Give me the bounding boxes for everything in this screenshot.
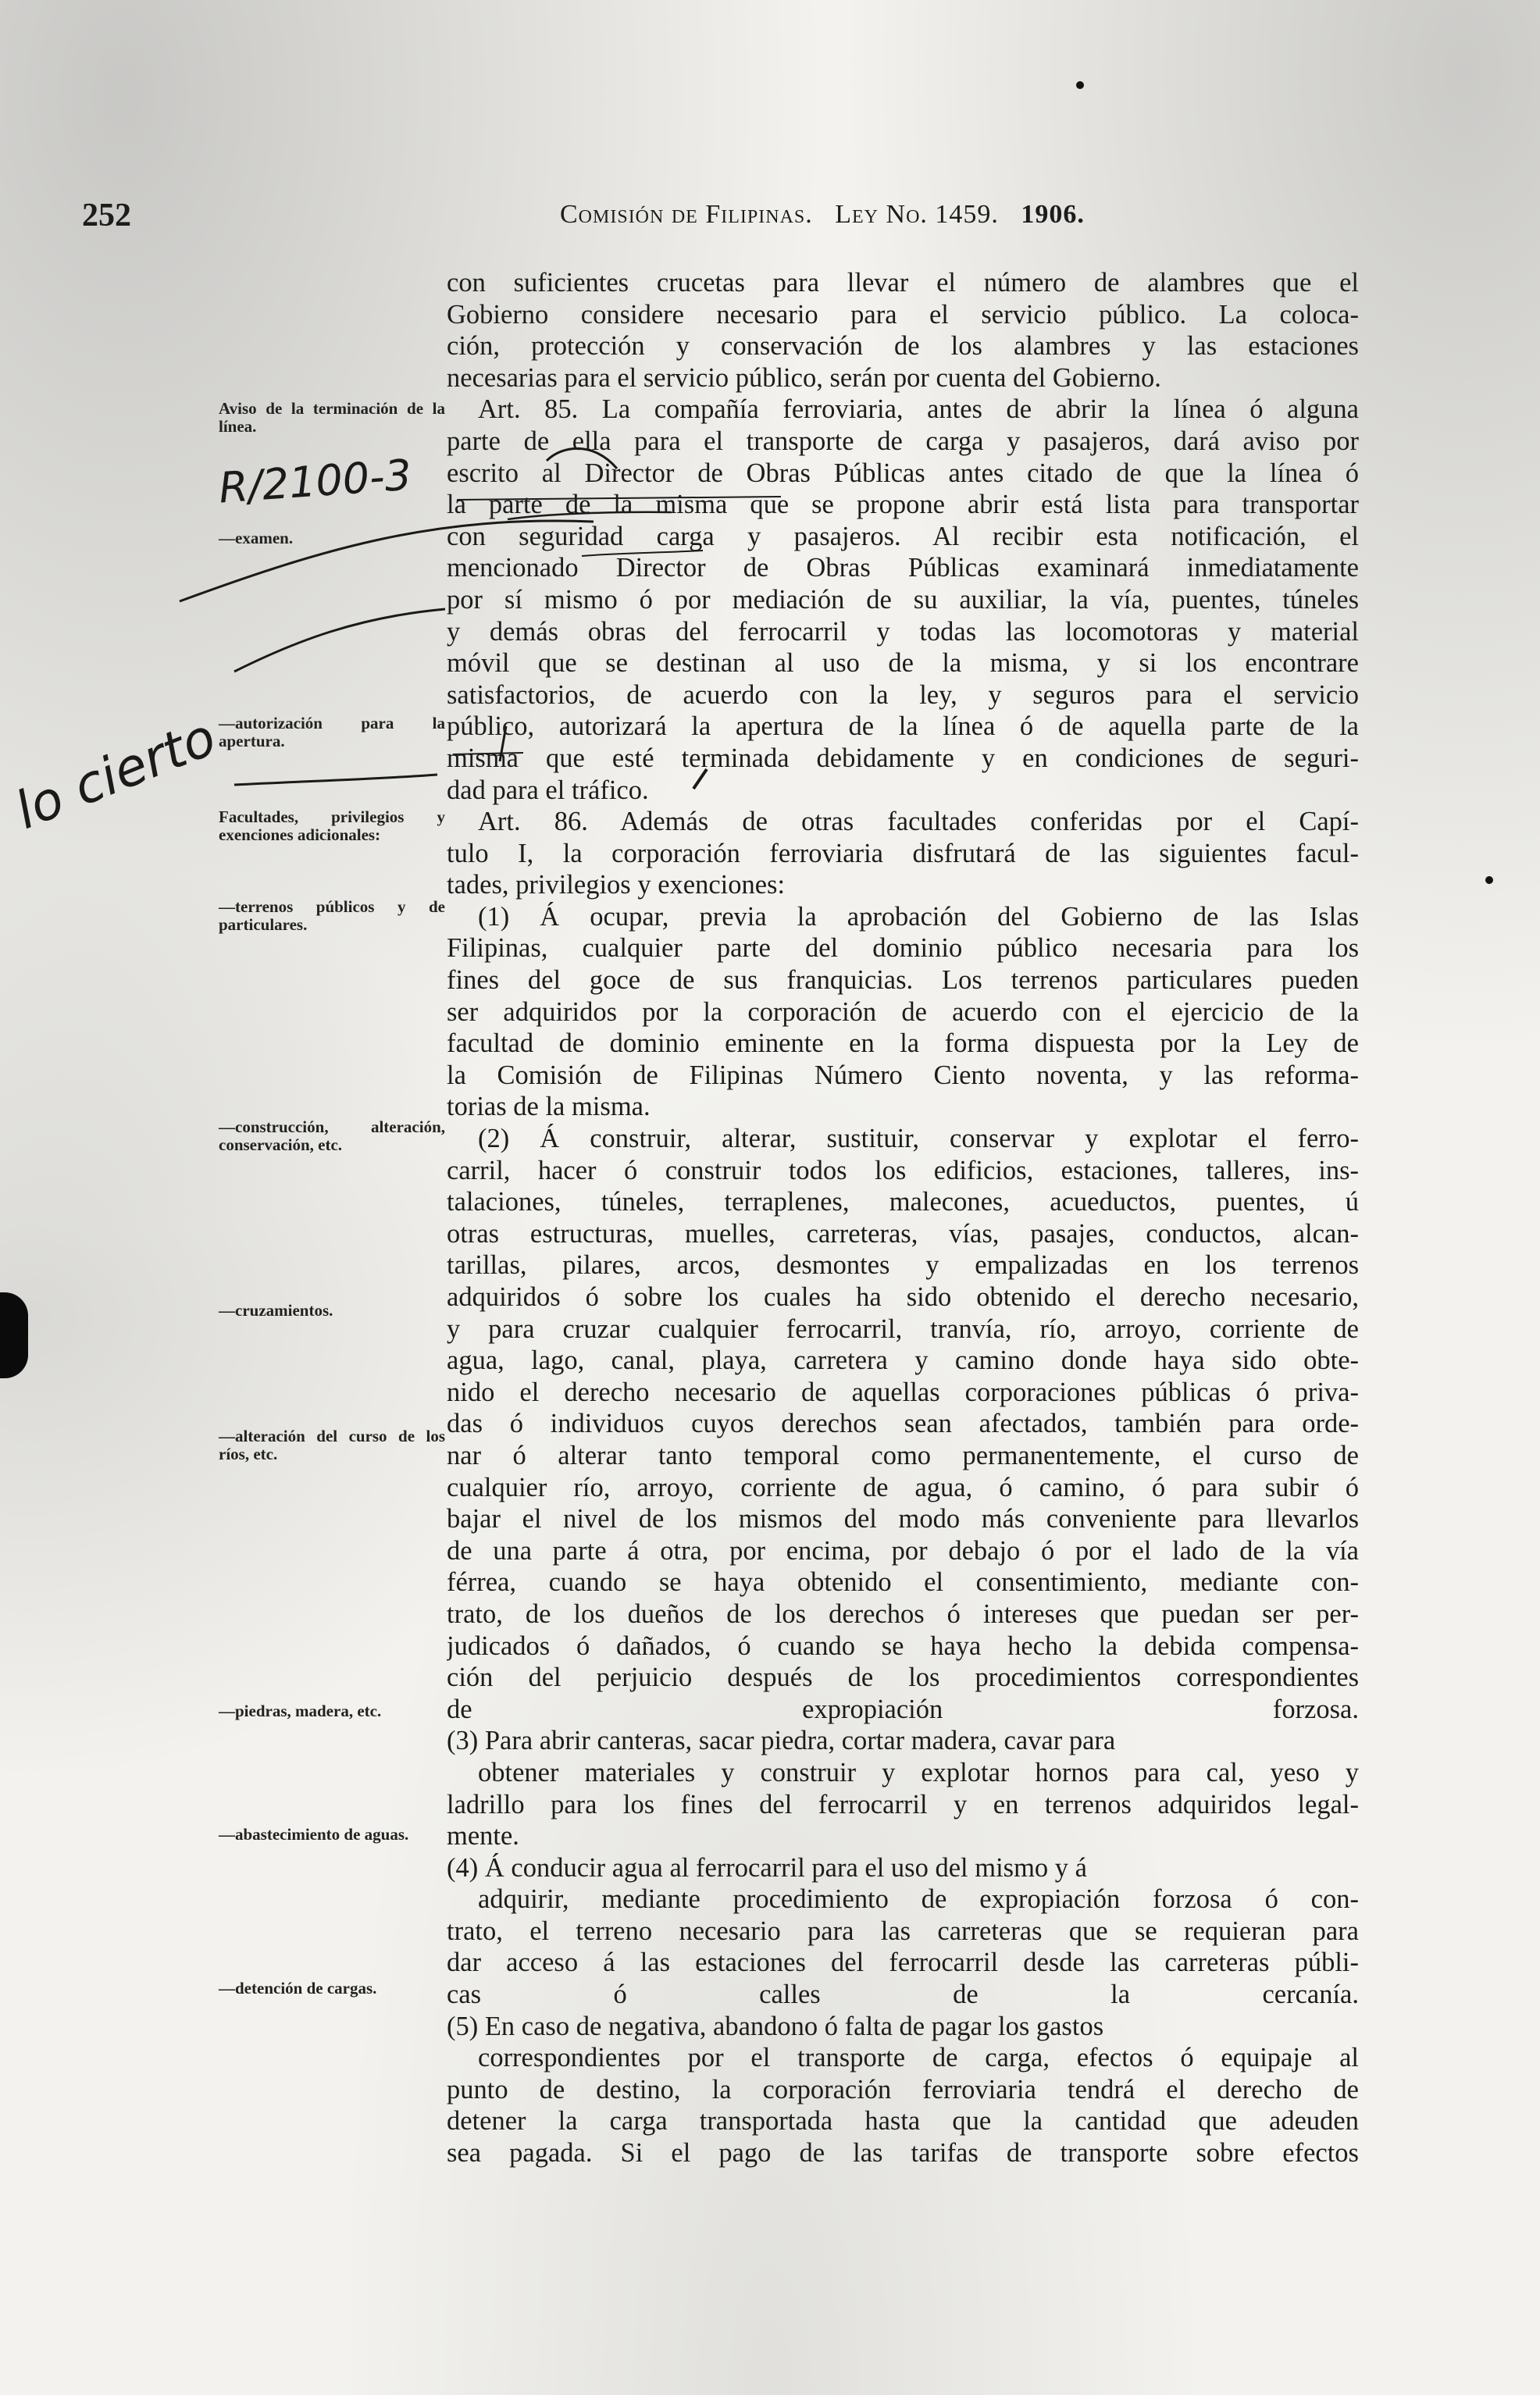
text-line: detener la carga transportada hasta que la cantidad que adeuden (447, 2106, 1359, 2137)
text-line: adquirir, mediante procedimiento de expropiación forzosa ó con- (478, 1884, 1359, 1915)
text-line: dar acceso á las estaciones del ferrocarril desde las carreteras públi- (447, 1948, 1359, 1978)
text-line: por sí mismo ó por mediación de su auxiliar, la vía, puentes, túneles (447, 584, 1359, 615)
margin-note-cruzamientos: —cruzamientos. (219, 1301, 333, 1320)
margin-note-detencion: —detención de cargas. (219, 1979, 377, 1998)
body-text (447, 267, 1359, 2201)
text-line: tulo I, la corporación ferroviaria disfrutará de las siguientes facul- (447, 838, 1359, 868)
text-line: (4) Á conducir agua al ferrocarril para el uso del mismo y á (447, 1852, 1087, 1883)
text-line: mencionado Director de Obras Públicas examinará inmediatamente (447, 553, 1359, 583)
ink-blot (0, 1292, 28, 1378)
text-line: tarillas, pilares, arcos, desmontes y empalizadas en los terrenos (447, 1250, 1359, 1281)
margin-note-abastecimiento: —abastecimiento de aguas. (219, 1825, 409, 1844)
page-number: 252 (82, 198, 131, 233)
running-head-title: Comisión de Filipinas. (560, 200, 813, 229)
speck (1076, 81, 1084, 89)
text-line: misma que esté terminada debidamente y en condiciones de seguri- (447, 743, 1359, 773)
text-line: fines del goce de sus franquicias. Los terrenos particulares pueden (447, 965, 1359, 996)
margin-note-autorizacion: —autorización para la apertura. (219, 714, 445, 750)
text-line: tades, privilegios y exenciones: (447, 870, 786, 900)
text-line: dad para el tráfico. (447, 775, 649, 805)
text-line: nar ó alterar tanto temporal como permanentemente, el curso de (447, 1440, 1359, 1470)
margin-note-construccion: —construcción, alteración, conservación, etc. (219, 1117, 445, 1154)
margin-note-facultades: Facultades, privilegios y exenciones adicionales: (219, 807, 445, 844)
text-line: la parte de la misma que se propone abrir está lista para transportar (447, 490, 1359, 520)
margin-note-terrenos: —terrenos públicos y de particulares. (219, 897, 445, 934)
text-line: férrea, cuando se haya obtenido el consentimiento, mediante con- (447, 1567, 1359, 1598)
text-line: das ó individuos cuyos derechos sean afectados, también para orde- (447, 1409, 1359, 1439)
text-line: ladrillo para los fines del ferrocarril y en terrenos adquiridos legal- (447, 1789, 1359, 1819)
text-line (447, 2169, 1359, 2201)
text-line: bajar el nivel de los mismos del modo más conveniente para llevarlos (447, 1504, 1359, 1534)
text-line: trato, de los dueños de los derechos ó intereses que puedan ser per- (447, 1598, 1359, 1629)
text-line: (2) Á construir, alterar, sustituir, conservar y explotar el ferro- (478, 1124, 1359, 1154)
text-line: ser adquiridos por la corporación de acuerdo con el ejercicio de la (447, 996, 1359, 1027)
text-line: judicados ó dañados, ó cuando se haya hecho la debida compensa- (447, 1631, 1359, 1661)
text-line: adquiridos ó sobre los cuales ha sido obtenido el derecho necesario, (447, 1282, 1359, 1312)
text-line: (5) En caso de negativa, abandono ó falta de pagar los gastos (447, 2011, 1104, 2041)
text-line: otras estructuras, muelles, carreteras, vías, pasajes, conductos, alcan- (447, 1218, 1359, 1249)
text-line: con suficientes crucetas para llevar el número de alambres que el (447, 268, 1359, 298)
text-line: público, autorizará la apertura de la línea ó de aquella parte de la (447, 711, 1359, 742)
text-line: con seguridad carga y pasajeros. Al recibir esta notificación, el (447, 521, 1359, 551)
text-line: agua, lago, canal, playa, carretera y camino donde haya sido obte- (447, 1345, 1359, 1376)
text-line: Art. 85. La compañía ferroviaria, antes de abrir la línea ó alguna (478, 394, 1359, 425)
text-line: punto de destino, la corporación ferroviaria tendrá el derecho de (447, 2074, 1359, 2105)
text-line: escrito al Director de Obras Públicas antes citado de que la línea ó (447, 458, 1359, 488)
text-line: Filipinas, cualquier parte del dominio público necesaria para los (447, 933, 1359, 964)
text-line: obtener materiales y construir y explotar hornos para cal, yeso y (478, 1757, 1359, 1787)
margin-note-examen: —examen. (219, 529, 294, 547)
margin-note-aviso: Aviso de la terminación de la línea. (219, 399, 445, 436)
margin-note-alteracion: —alteración del curso de los ríos, etc. (219, 1427, 445, 1463)
running-head-year: 1906. (1021, 200, 1085, 229)
text-line: sea pagada. Si el pago de las tarifas de transporte sobre efectos (447, 2138, 1359, 2169)
text-line: la Comisión de Filipinas Número Ciento noventa, y las reforma- (447, 1060, 1359, 1090)
text-line: y demás obras del ferrocarril y todas las locomotoras y material (447, 616, 1359, 647)
text-line: ción, protección y conservación de los alambres y las estaciones (447, 331, 1359, 362)
text-line: nido el derecho necesario de aquellas corporaciones públicas ó priva- (447, 1377, 1359, 1407)
speck (1485, 876, 1493, 884)
text-line: facultad de dominio eminente en la forma dispuesta por la Ley de (447, 1028, 1359, 1059)
text-line: talaciones, túneles, terraplenes, malecones, acueductos, puentes, ú (447, 1187, 1359, 1217)
text-line: mente. (447, 1821, 519, 1851)
text-line: móvil que se destinan al uso de la misma, y si los encontrare (447, 648, 1359, 679)
text-line: necesarias para el servicio público, serán por cuenta del Gobierno. (447, 362, 1161, 393)
running-head-law: Ley No. 1459. (835, 200, 999, 229)
text-line: carril, hacer ó construir todos los edificios, estaciones, talleres, ins- (447, 1155, 1359, 1185)
handwritten-scrawl: lo cierto (7, 707, 224, 841)
text-line: satisfactorios, de acuerdo con la ley, y seguros para el servicio (447, 679, 1359, 710)
text-line: de expropiación forzosa. (447, 1694, 1359, 1724)
text-line: (1) Á ocupar, previa la aprobación del Gobierno de las Islas (478, 901, 1359, 932)
text-line: correspondientes por el transporte de carga, efectos ó equipaje al (478, 2043, 1359, 2073)
text-line: y para cruzar cualquier ferrocarril, tranvía, río, arroyo, corriente de (447, 1313, 1359, 1344)
text-line: torias de la misma. (447, 1092, 651, 1122)
margin-note-piedras: —piedras, madera, etc. (219, 1702, 382, 1720)
text-line: Art. 86. Además de otras facultades conferidas por el Capí- (478, 807, 1359, 837)
text-line: trato, el terreno necesario para las carreteras que se requieran para (447, 1916, 1359, 1946)
text-line: (3) Para abrir canteras, sacar piedra, cortar madera, cavar para (447, 1726, 1116, 1756)
text-line: cualquier río, arroyo, corriente de agua, ó camino, ó para subir ó (447, 1472, 1359, 1502)
text-line: de una parte á otra, por encima, por debajo ó por el lado de la vía (447, 1535, 1359, 1566)
text-line: ción del perjuicio después de los procedimientos correspondientes (447, 1663, 1359, 1693)
handwritten-reference: R/2100-3 (217, 450, 413, 513)
text-line: cas ó calles de la cercanía. (447, 1980, 1359, 2010)
text-line: Gobierno considere necesario para el servicio público. La coloca- (447, 299, 1359, 330)
text-line: parte de ella para el transporte de carga y pasajeros, dará aviso por (447, 426, 1359, 456)
